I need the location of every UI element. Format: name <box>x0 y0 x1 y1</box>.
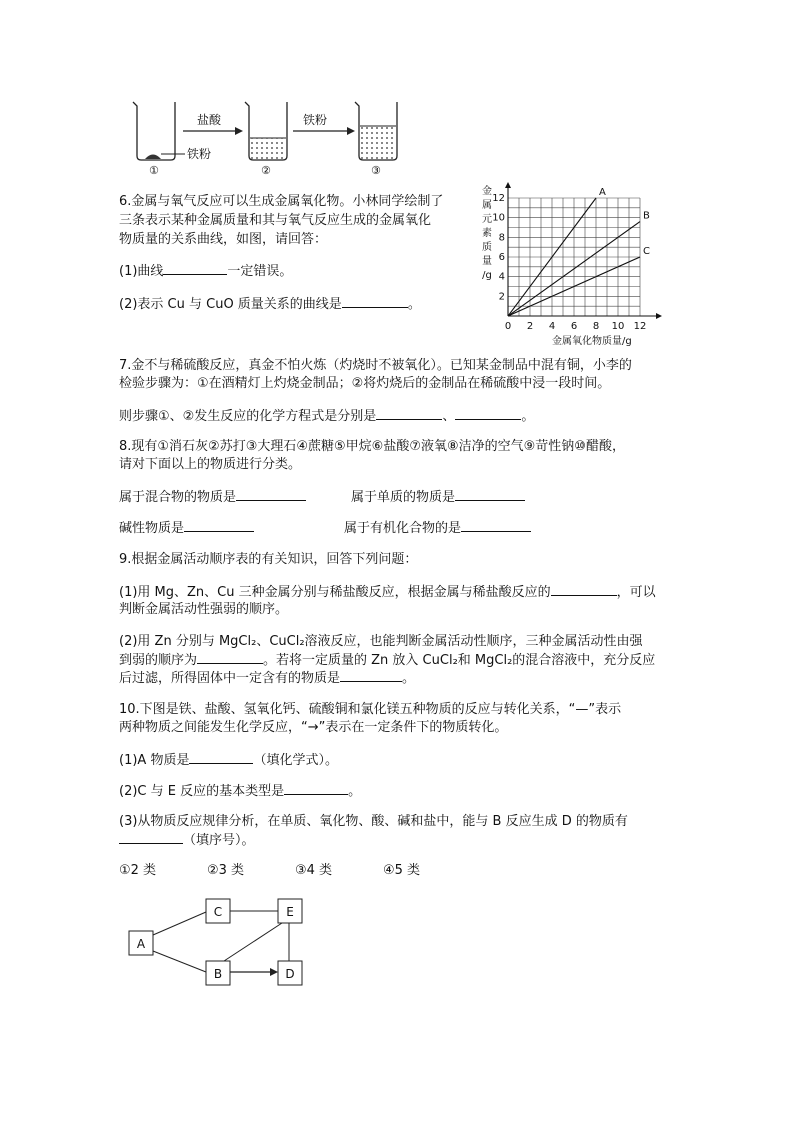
beaker-1 <box>133 102 175 160</box>
q6-sub2 <box>119 295 421 314</box>
q10-s2-prefix: (2)C 与 E 反应的基本类型是 <box>119 784 285 799</box>
q7-line3-prefix: 则步骤①、②发生反应的化学方程式是分别是 <box>119 409 377 424</box>
q10-s1 <box>119 751 338 770</box>
node-d-label: D <box>285 967 295 981</box>
x-axis-label: 金属氧化物质量/g <box>552 336 632 347</box>
x-tick-label: 0 <box>504 321 512 332</box>
y-axis-label-char: 质 <box>482 242 492 253</box>
x-tick-label: 12 <box>633 321 647 332</box>
q6-sub2-suffix: 。 <box>407 297 421 312</box>
series-label-b: B <box>643 210 650 222</box>
q6-sub1-prefix: (1)曲线 <box>119 264 164 279</box>
q8-mixture-label: 属于混合物的物质是 <box>119 490 237 505</box>
y-tick-label: 6 <box>498 252 505 263</box>
q7-text-line3 <box>119 407 534 426</box>
q6-text-line3: 物质量的关系曲线，如图，请回答： <box>119 232 328 247</box>
q6-sub1 <box>119 262 292 281</box>
x-tick-label: 4 <box>548 321 556 332</box>
q8-mixture <box>119 488 306 507</box>
iron-powder-label: 铁粉 <box>187 147 212 161</box>
reaction-diagram <box>120 890 320 995</box>
q9-s2-line2 <box>119 651 655 670</box>
q6-sub2-answer-blank[interactable] <box>342 295 408 308</box>
q7-text-line2: 检验步骤为：①在酒精灯上灼烧金制品；②将灼烧后的金制品在稀硫酸中浸一段时间。 <box>119 376 611 391</box>
q6-text-line2: 三条表示某种金属质量和其与氧气反应生成的金属氧化 <box>119 213 432 228</box>
q9-s2-line3-suffix: 。 <box>402 671 416 686</box>
edge-b-e <box>224 923 282 961</box>
y-tick-label: 12 <box>492 193 505 204</box>
x-tick-label: 2 <box>526 321 534 332</box>
q8-element-label: 属于单质的物质是 <box>351 490 456 505</box>
q7-answer-blank-1[interactable] <box>376 407 442 420</box>
arrow-b-d-head <box>270 968 278 976</box>
chart-grid <box>508 198 640 316</box>
q9-s1-line2: 判断金属活动性强弱的顺序。 <box>119 602 289 617</box>
q9-s2-blank-2[interactable] <box>340 669 402 682</box>
q10-option-1[interactable]: ①2 类 <box>119 863 157 878</box>
q7-text-line1: 7.金不与稀硫酸反应，真金不怕火炼（灼烧时不被氧化）。已知某金制品中混有铜，小李的 <box>119 358 632 373</box>
y-axis-label-char: 金 <box>482 186 492 197</box>
q6-text-line1: 6.金属与氧气反应可以生成金属氧化物。小林同学绘制了 <box>119 194 444 209</box>
q8-text-line1: 8.现有①消石灰②苏打③大理石④蔗糖⑤甲烷⑥盐酸⑦液氧⑧洁净的空气⑨苛性钠⑩醋酸， <box>119 439 625 454</box>
q7-end: 。 <box>521 409 535 424</box>
q9-s1-suffix: ，可以 <box>616 585 656 600</box>
q9-s2-line3 <box>119 669 415 688</box>
q7-answer-blank-2[interactable] <box>455 407 521 420</box>
y-tick-label: 2 <box>498 291 505 303</box>
q10-s2 <box>119 782 361 801</box>
acid-solution-2 <box>250 138 286 159</box>
series-label-c: C <box>643 246 650 257</box>
edge-a-c <box>153 912 206 935</box>
beaker-2-number: ② <box>261 164 271 177</box>
q8-alkaline-label: 碱性物质是 <box>119 521 185 536</box>
y-axis-arrow <box>505 182 511 188</box>
y-tick-label: 8 <box>498 232 505 244</box>
series-label-a: A <box>599 187 606 198</box>
y-axis-label-char: 素 <box>482 228 492 239</box>
q8-element-blank[interactable] <box>455 488 525 501</box>
edge-a-b <box>153 951 206 972</box>
q6-sub1-suffix: 一定错误。 <box>227 264 293 279</box>
q10-s1-suffix: （填化学式）。 <box>253 753 338 768</box>
arrow-2-head <box>347 127 355 135</box>
acid-solution-3 <box>360 126 396 159</box>
arrow-1-head <box>235 127 243 135</box>
y-tick-label: 10 <box>492 212 505 224</box>
q10-s2-suffix: 。 <box>348 784 362 799</box>
y-axis-label-char: 元 <box>482 214 492 225</box>
q8-alkaline <box>119 519 254 538</box>
q10-s1-prefix: (1)A 物质是 <box>119 753 190 768</box>
q9-s2-blank-1[interactable] <box>197 651 263 664</box>
q10-option-4[interactable]: ④5 类 <box>383 863 421 878</box>
q9-s2-line2-prefix: 到弱的顺序为 <box>119 653 198 668</box>
q10-s2-blank[interactable] <box>284 782 348 795</box>
q9-intro: 9.根据金属活动顺序表的有关知识，回答下列问题： <box>119 552 418 567</box>
q9-s1-prefix: (1)用 Mg、Zn、Cu 三种金属分别与稀盐酸反应，根据金属与稀盐酸反应的 <box>119 585 551 600</box>
x-tick-label: 6 <box>570 321 578 332</box>
q8-organic-blank[interactable] <box>461 519 531 532</box>
node-c-label: C <box>213 905 223 919</box>
x-tick-label: 10 <box>611 321 625 332</box>
x-axis-arrow <box>656 313 662 319</box>
metal-oxide-chart <box>476 180 676 348</box>
q9-s1-blank[interactable] <box>551 583 617 596</box>
q9-s2-line1: (2)用 Zn 分别与 MgCl₂、CuCl₂溶液反应，也能判断金属活动性顺序，三种金属活动性由强 <box>119 634 643 649</box>
iron-powder-pile-1 <box>145 155 161 160</box>
q8-organic <box>344 519 531 538</box>
node-a-label: A <box>136 937 146 951</box>
y-axis-label <box>482 184 492 281</box>
node-b-label: B <box>213 967 223 981</box>
q6-sub1-answer-blank[interactable] <box>163 262 227 275</box>
y-tick-label: 4 <box>498 271 505 283</box>
q9-s2-line2-suffix: 。若将一定质量的 Zn 放入 CuCl₂和 MgCl₂的混合溶液中，充分反应 <box>263 653 656 668</box>
q8-mixture-blank[interactable] <box>236 488 306 501</box>
beaker-3-number: ③ <box>371 164 381 177</box>
q7-separator: 、 <box>442 409 456 424</box>
q8-element <box>351 488 525 507</box>
q8-alkaline-blank[interactable] <box>184 519 254 532</box>
beaker-1-number: ① <box>149 164 159 177</box>
q9-s2-line3-prefix: 后过滤，所得固体中一定含有的物质是 <box>119 671 341 686</box>
q10-s3-suffix: （填序号）。 <box>183 833 255 848</box>
q10-s3-blank[interactable] <box>119 831 183 844</box>
beaker-figure <box>125 96 400 178</box>
arrow-2-label: 铁粉 <box>303 113 328 127</box>
q10-s3-line1: (3)从物质反应规律分析，在单质、氧化物、酸、碱和盐中，能与 B 反应生成 D 的物质有 <box>119 814 628 829</box>
node-e-label: E <box>286 905 294 919</box>
arrow-1-label: 盐酸 <box>197 113 222 127</box>
q9-s1-line1 <box>119 583 656 602</box>
q6-sub2-prefix: (2)表示 Cu 与 CuO 质量关系的曲线是 <box>119 297 342 312</box>
q10-text-line2: 两种物质之间能发生化学反应，“→”表示在一定条件下的物质转化。 <box>119 720 508 735</box>
q10-option-2[interactable]: ②3 类 <box>207 863 245 878</box>
q8-organic-label: 属于有机化合物的是 <box>344 521 462 536</box>
y-axis-label-char: 属 <box>482 200 492 211</box>
q10-s1-blank[interactable] <box>189 751 253 764</box>
q10-option-3[interactable]: ③4 类 <box>295 863 333 878</box>
q10-s3-line2 <box>119 831 255 850</box>
chart-axes <box>505 182 662 319</box>
q10-text-line1: 10.下图是铁、盐酸、氢氧化钙、硫酸铜和氯化镁五种物质的反应与转化关系，“—”表示 <box>119 702 622 717</box>
y-axis-label-char: /g <box>482 270 492 281</box>
q8-text-line2: 请对下面以上的物质进行分类。 <box>119 457 302 472</box>
x-tick-label: 8 <box>592 321 600 332</box>
y-axis-label-char: 量 <box>482 256 492 267</box>
